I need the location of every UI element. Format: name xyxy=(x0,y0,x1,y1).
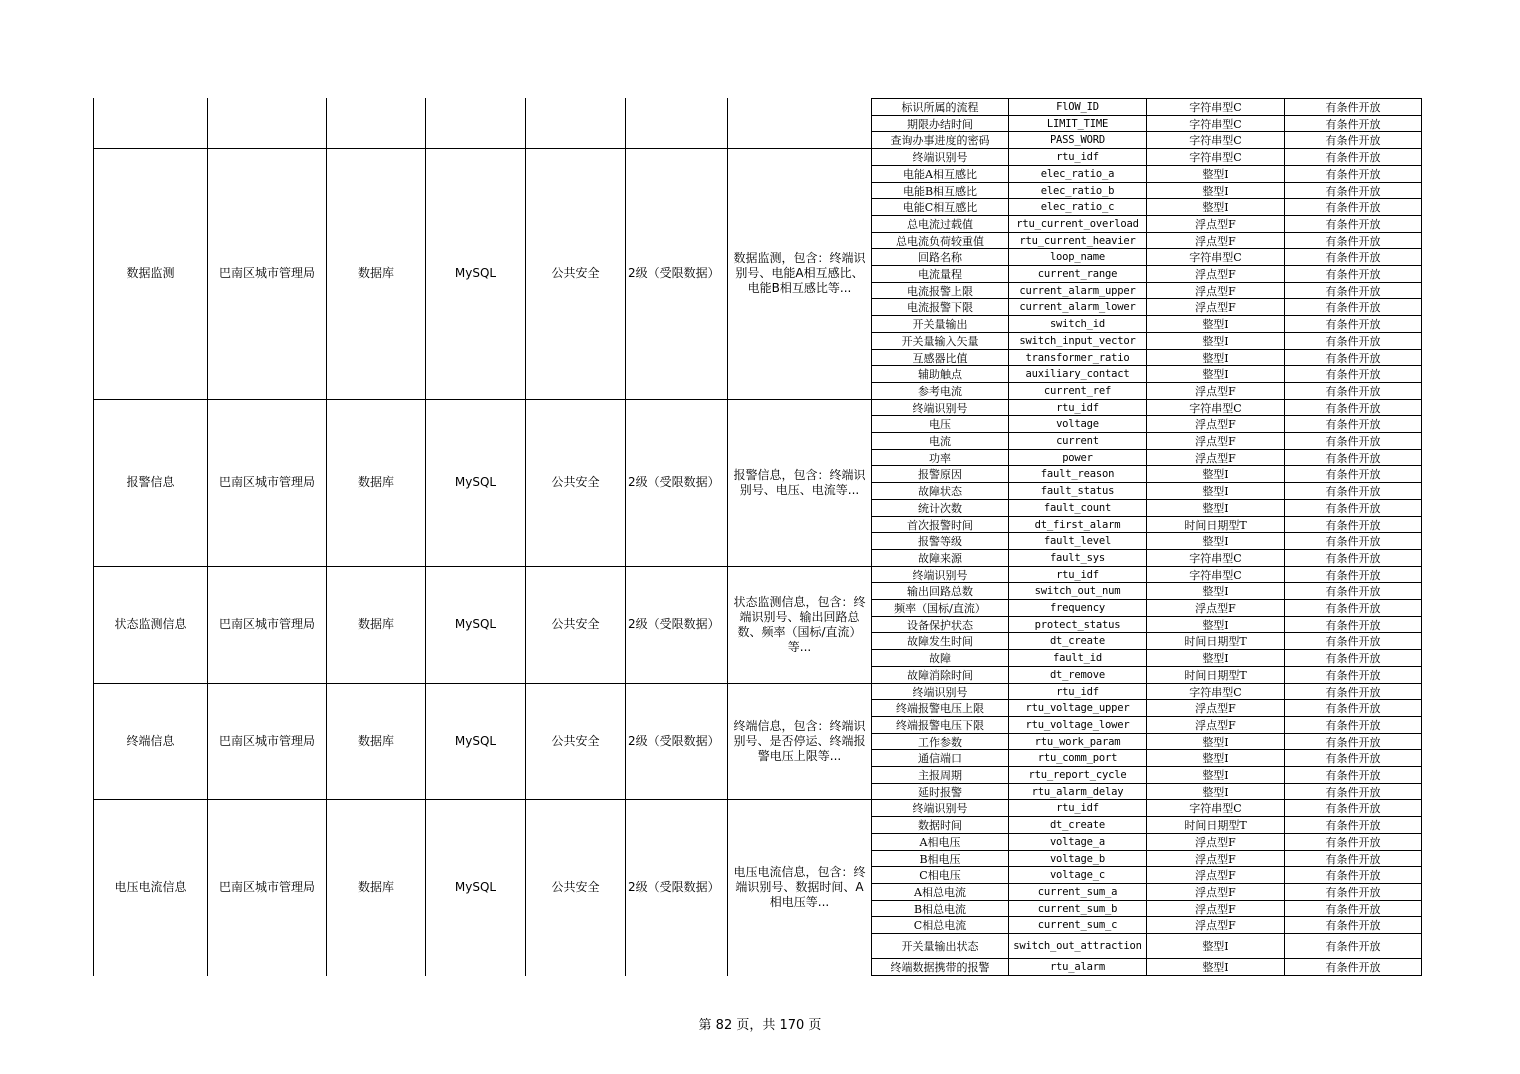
resource-type: 数据库 xyxy=(357,266,394,280)
field-type: 字符串型C xyxy=(1189,568,1242,582)
field-name: 数据时间 xyxy=(918,818,962,832)
field-openness: 有条件开放 xyxy=(1325,634,1381,648)
field-name: 终端识别号 xyxy=(912,401,968,415)
description: 状态监测信息，包含：终端识别号、输出回路总数、频率（国标/直流）等... xyxy=(733,594,866,654)
field-type: 浮点型F xyxy=(1195,718,1236,732)
field-code: current_sum_b xyxy=(1037,902,1118,915)
field-openness: 有条件开放 xyxy=(1325,467,1381,481)
field-code: switch_input_vector xyxy=(1019,334,1136,347)
field-openness: 有条件开放 xyxy=(1325,384,1381,398)
field-name: 工作参数 xyxy=(918,735,962,749)
field-openness: 有条件开放 xyxy=(1325,250,1381,264)
field-code: rtu_alarm xyxy=(1049,960,1106,973)
field-type: 浮点型F xyxy=(1195,835,1236,849)
field-code: current_alarm_upper xyxy=(1019,284,1136,297)
field-name: 参考电流 xyxy=(918,384,962,398)
field-openness: 有条件开放 xyxy=(1325,117,1381,131)
field-code: rtu_voltage_upper xyxy=(1025,701,1130,714)
dataset-name: 终端信息 xyxy=(126,734,175,748)
field-code: rtu_idf xyxy=(1056,685,1099,698)
field-name: 电能B相互感比 xyxy=(902,184,978,198)
field-name: 电流量程 xyxy=(918,267,962,281)
field-name: C相总电流 xyxy=(913,918,967,932)
field-openness: 有条件开放 xyxy=(1325,133,1381,147)
field-name: 期限办结时间 xyxy=(907,117,973,131)
field-name: 互感器比值 xyxy=(912,351,968,365)
field-type: 整型I xyxy=(1202,751,1229,765)
department: 巴南区城市管理局 xyxy=(218,879,315,894)
field-openness: 有条件开放 xyxy=(1325,751,1381,765)
field-name: 查询办事进度的密码 xyxy=(890,133,990,147)
field-code: dt_create xyxy=(1049,818,1106,831)
field-openness: 有条件开放 xyxy=(1325,918,1381,932)
field-name: 电能A相互感比 xyxy=(903,167,977,181)
field-name: 报警原因 xyxy=(918,467,962,481)
field-code: rtu_work_param xyxy=(1034,735,1121,748)
field-code: frequency xyxy=(1049,601,1106,614)
field-name: 统计次数 xyxy=(918,501,962,515)
field-name: 回路名称 xyxy=(918,250,962,264)
field-type: 字符串型C xyxy=(1189,100,1242,114)
field-type: 整型I xyxy=(1202,200,1229,214)
field-code: voltage_c xyxy=(1049,868,1106,881)
field-code: elec_ratio_c xyxy=(1040,200,1115,213)
dataset-name: 报警信息 xyxy=(126,475,175,489)
field-name: 终端数据携带的报警 xyxy=(890,960,990,974)
field-code: rtu_current_heavier xyxy=(1019,234,1136,247)
field-type: 字符串型C xyxy=(1189,250,1242,264)
database: MySQL xyxy=(454,475,497,489)
field-name: 通信端口 xyxy=(918,751,962,765)
database xyxy=(426,98,525,148)
dataset-name: 状态监测信息 xyxy=(114,617,187,631)
field-openness: 有条件开放 xyxy=(1325,852,1381,866)
field-name: 开关量输出状态 xyxy=(901,939,979,953)
field-code: voltage_a xyxy=(1049,835,1106,848)
field-openness: 有条件开放 xyxy=(1325,100,1381,114)
resource-type: 数据库 xyxy=(357,879,394,894)
description: 终端信息，包含：终端识别号、是否停运、终端报警电压上限等... xyxy=(733,719,866,763)
field-openness: 有条件开放 xyxy=(1325,718,1381,732)
field-name: A相总电流 xyxy=(914,885,966,899)
domain: 公共安全 xyxy=(551,879,600,894)
security-level xyxy=(626,98,729,148)
field-name: A相电压 xyxy=(919,835,961,849)
field-openness: 有条件开放 xyxy=(1325,518,1381,532)
row-divider xyxy=(871,975,1422,976)
description: 数据监测，包含：终端识别号、电能A相互感比、电能B相互感比等... xyxy=(733,251,866,295)
field-type: 整型I xyxy=(1202,939,1229,953)
field-openness: 有条件开放 xyxy=(1325,267,1381,281)
field-name: 延时报警 xyxy=(918,785,962,799)
field-openness: 有条件开放 xyxy=(1325,317,1381,331)
field-openness: 有条件开放 xyxy=(1325,484,1381,498)
field-code: protect_status xyxy=(1034,618,1121,631)
field-openness: 有条件开放 xyxy=(1325,651,1381,665)
security-level: 2级（受限数据） xyxy=(628,879,720,894)
field-type: 字符串型C xyxy=(1189,117,1242,131)
field-name: 终端报警电压下限 xyxy=(896,718,984,732)
dataset-name: 电压电流信息 xyxy=(114,879,187,894)
field-openness: 有条件开放 xyxy=(1325,885,1381,899)
field-openness: 有条件开放 xyxy=(1325,284,1381,298)
field-type: 字符串型C xyxy=(1189,401,1242,415)
field-type: 整型I xyxy=(1202,768,1229,782)
field-code: dt_create xyxy=(1049,634,1106,647)
field-code: current_range xyxy=(1037,267,1118,280)
field-type: 浮点型F xyxy=(1195,284,1236,298)
department xyxy=(208,98,326,148)
field-openness: 有条件开放 xyxy=(1325,234,1381,248)
field-type: 整型I xyxy=(1202,334,1229,348)
field-openness: 有条件开放 xyxy=(1325,200,1381,214)
field-name: 终端识别号 xyxy=(912,568,968,582)
field-openness: 有条件开放 xyxy=(1325,818,1381,832)
field-openness: 有条件开放 xyxy=(1325,334,1381,348)
field-code: current_sum_c xyxy=(1037,918,1118,931)
field-code: voltage xyxy=(1056,417,1099,430)
field-code: elec_ratio_a xyxy=(1040,167,1115,180)
field-openness: 有条件开放 xyxy=(1325,601,1381,615)
database: MySQL xyxy=(454,734,497,748)
field-openness: 有条件开放 xyxy=(1325,150,1381,164)
field-code: switch_out_num xyxy=(1034,584,1121,597)
field-code: PASS_WORD xyxy=(1049,133,1106,146)
field-name: 标识所属的流程 xyxy=(901,100,979,114)
field-code: elec_ratio_b xyxy=(1040,184,1115,197)
field-type: 字符串型C xyxy=(1189,801,1242,815)
field-code: fault_sys xyxy=(1049,551,1106,564)
field-openness: 有条件开放 xyxy=(1325,960,1381,974)
field-name: 电流报警上限 xyxy=(907,284,973,298)
field-type: 浮点型F xyxy=(1195,701,1236,715)
field-name: 电流 xyxy=(929,434,951,448)
field-code: fault_id xyxy=(1053,651,1102,664)
database: MySQL xyxy=(454,617,497,631)
field-openness: 有条件开放 xyxy=(1325,835,1381,849)
field-code: rtu_comm_port xyxy=(1037,751,1118,764)
resource-type xyxy=(327,98,425,148)
field-type: 浮点型F xyxy=(1195,384,1236,398)
security-level: 2级（受限数据） xyxy=(628,617,720,631)
field-openness: 有条件开放 xyxy=(1325,735,1381,749)
field-openness: 有条件开放 xyxy=(1325,551,1381,565)
field-name: B相总电流 xyxy=(913,902,967,916)
field-type: 整型I xyxy=(1202,317,1229,331)
description xyxy=(728,98,871,148)
department: 巴南区城市管理局 xyxy=(218,266,315,280)
field-name: 故障发生时间 xyxy=(907,634,973,648)
field-type: 时间日期型T xyxy=(1184,668,1247,682)
field-type: 整型I xyxy=(1202,184,1229,198)
field-openness: 有条件开放 xyxy=(1325,618,1381,632)
field-openness: 有条件开放 xyxy=(1325,417,1381,431)
field-openness: 有条件开放 xyxy=(1325,401,1381,415)
field-code: power xyxy=(1062,451,1093,464)
domain: 公共安全 xyxy=(551,475,600,489)
field-openness: 有条件开放 xyxy=(1325,685,1381,699)
field-openness: 有条件开放 xyxy=(1325,785,1381,799)
field-type: 浮点型F xyxy=(1195,267,1236,281)
field-name: 开关量输入矢量 xyxy=(901,334,979,348)
domain xyxy=(526,98,625,148)
field-type: 整型I xyxy=(1202,167,1229,181)
field-openness: 有条件开放 xyxy=(1325,868,1381,882)
domain: 公共安全 xyxy=(551,617,600,631)
field-type: 字符串型C xyxy=(1189,133,1242,147)
field-openness: 有条件开放 xyxy=(1325,701,1381,715)
field-type: 浮点型F xyxy=(1195,601,1236,615)
field-openness: 有条件开放 xyxy=(1325,801,1381,815)
field-name: 终端识别号 xyxy=(912,150,968,164)
domain: 公共安全 xyxy=(551,266,600,280)
field-name: 辅助触点 xyxy=(918,367,962,381)
field-openness: 有条件开放 xyxy=(1325,501,1381,515)
field-type: 整型I xyxy=(1202,367,1229,381)
field-code: rtu_idf xyxy=(1056,568,1099,581)
field-openness: 有条件开放 xyxy=(1325,668,1381,682)
field-code: switch_out_attraction xyxy=(1013,939,1142,952)
field-code: rtu_voltage_lower xyxy=(1025,718,1130,731)
field-type: 浮点型F xyxy=(1195,885,1236,899)
department: 巴南区城市管理局 xyxy=(218,734,315,748)
field-code: current_ref xyxy=(1043,384,1112,397)
field-name: 报警等级 xyxy=(918,534,962,548)
field-openness: 有条件开放 xyxy=(1325,534,1381,548)
field-name: 故障来源 xyxy=(918,551,962,565)
field-type: 字符串型C xyxy=(1189,551,1242,565)
database: MySQL xyxy=(454,879,497,894)
field-type: 浮点型F xyxy=(1195,852,1236,866)
database: MySQL xyxy=(454,266,497,280)
field-code: current_sum_a xyxy=(1037,885,1118,898)
resource-type: 数据库 xyxy=(357,475,394,489)
field-name: B相电压 xyxy=(919,852,961,866)
field-type: 整型I xyxy=(1202,351,1229,365)
field-name: 主报周期 xyxy=(918,768,962,782)
field-openness: 有条件开放 xyxy=(1325,902,1381,916)
resource-type: 数据库 xyxy=(357,734,394,748)
field-code: auxiliary_contact xyxy=(1025,367,1130,380)
field-name: 电能C相互感比 xyxy=(902,200,978,214)
field-name: 电流报警下限 xyxy=(907,300,973,314)
field-type: 时间日期型T xyxy=(1184,518,1247,532)
field-name: 总电流过载值 xyxy=(907,217,973,231)
field-code: rtu_report_cycle xyxy=(1028,768,1127,781)
field-name: C相电压 xyxy=(919,868,961,882)
description: 报警信息，包含：终端识别号、电压、电流等... xyxy=(733,467,866,497)
field-openness: 有条件开放 xyxy=(1325,434,1381,448)
field-openness: 有条件开放 xyxy=(1325,768,1381,782)
field-type: 浮点型F xyxy=(1195,300,1236,314)
field-name: 频率（国标/直流） xyxy=(894,601,986,615)
field-type: 浮点型F xyxy=(1195,868,1236,882)
field-type: 浮点型F xyxy=(1195,417,1236,431)
field-openness: 有条件开放 xyxy=(1325,584,1381,598)
field-openness: 有条件开放 xyxy=(1325,367,1381,381)
field-openness: 有条件开放 xyxy=(1325,300,1381,314)
field-openness: 有条件开放 xyxy=(1325,167,1381,181)
field-type: 字符串型C xyxy=(1189,150,1242,164)
field-name: 故障状态 xyxy=(918,484,962,498)
field-type: 整型I xyxy=(1202,651,1229,665)
field-name: 终端识别号 xyxy=(912,801,968,815)
field-code: fault_status xyxy=(1040,484,1115,497)
field-code: loop_name xyxy=(1049,250,1106,263)
field-name: 故障 xyxy=(929,651,951,665)
field-code: rtu_idf xyxy=(1056,150,1099,163)
field-type: 整型I xyxy=(1202,785,1229,799)
field-name: 终端识别号 xyxy=(912,685,968,699)
dataset-name xyxy=(94,98,207,148)
field-code: transformer_ratio xyxy=(1025,351,1130,364)
field-type: 整型I xyxy=(1202,618,1229,632)
field-type: 浮点型F xyxy=(1195,902,1236,916)
field-type: 浮点型F xyxy=(1195,434,1236,448)
field-openness: 有条件开放 xyxy=(1325,451,1381,465)
field-type: 整型I xyxy=(1202,735,1229,749)
field-name: 终端报警电压上限 xyxy=(896,701,984,715)
field-type: 浮点型F xyxy=(1195,918,1236,932)
field-code: fault_level xyxy=(1043,534,1112,547)
field-code: current xyxy=(1056,434,1099,447)
field-openness: 有条件开放 xyxy=(1325,184,1381,198)
field-type: 整型I xyxy=(1202,534,1229,548)
field-code: voltage_b xyxy=(1049,852,1106,865)
field-type: 字符串型C xyxy=(1189,685,1242,699)
field-name: 功率 xyxy=(929,451,951,465)
field-type: 浮点型F xyxy=(1195,217,1236,231)
description: 电压电流信息，包含：终端识别号、数据时间、A相电压等... xyxy=(733,864,866,909)
field-openness: 有条件开放 xyxy=(1325,217,1381,231)
field-openness: 有条件开放 xyxy=(1325,568,1381,582)
page-footer: 第 82 页，共 170 页 xyxy=(698,1018,822,1033)
field-code: LIMIT_TIME xyxy=(1046,117,1109,130)
field-type: 时间日期型T xyxy=(1184,818,1247,832)
field-name: 开关量输出 xyxy=(912,317,968,331)
field-code: fault_reason xyxy=(1040,467,1115,480)
field-code: dt_first_alarm xyxy=(1034,518,1121,531)
field-name: 故障消除时间 xyxy=(907,668,973,682)
field-type: 整型I xyxy=(1202,584,1229,598)
field-code: FlOW_ID xyxy=(1056,100,1099,113)
field-type: 时间日期型T xyxy=(1184,634,1247,648)
field-code: current_alarm_lower xyxy=(1019,300,1136,313)
field-code: rtu_idf xyxy=(1056,801,1099,814)
field-code: rtu_alarm_delay xyxy=(1031,785,1124,798)
field-type: 整型I xyxy=(1202,467,1229,481)
field-type: 浮点型F xyxy=(1195,234,1236,248)
field-name: 总电流负荷较重值 xyxy=(896,234,984,248)
field-type: 整型I xyxy=(1202,960,1229,974)
security-level: 2级（受限数据） xyxy=(628,734,720,748)
field-type: 整型I xyxy=(1202,484,1229,498)
dataset-name: 数据监测 xyxy=(126,266,175,280)
field-code: rtu_current_overload xyxy=(1016,217,1139,230)
field-name: 首次报警时间 xyxy=(907,518,973,532)
security-level: 2级（受限数据） xyxy=(628,266,720,280)
field-code: rtu_idf xyxy=(1056,401,1099,414)
field-type: 浮点型F xyxy=(1195,451,1236,465)
security-level: 2级（受限数据） xyxy=(628,475,720,489)
column-divider xyxy=(1421,98,1422,976)
field-name: 电压 xyxy=(929,417,951,431)
field-code: switch_id xyxy=(1049,317,1106,330)
domain: 公共安全 xyxy=(551,734,600,748)
field-name: 设备保护状态 xyxy=(907,618,973,632)
field-openness: 有条件开放 xyxy=(1325,939,1381,953)
field-code: fault_count xyxy=(1043,501,1112,514)
field-openness: 有条件开放 xyxy=(1325,351,1381,365)
department: 巴南区城市管理局 xyxy=(218,617,315,631)
resource-type: 数据库 xyxy=(357,617,394,631)
department: 巴南区城市管理局 xyxy=(218,475,315,489)
field-type: 整型I xyxy=(1202,501,1229,515)
field-code: dt_remove xyxy=(1049,668,1106,681)
field-name: 输出回路总数 xyxy=(907,584,973,598)
